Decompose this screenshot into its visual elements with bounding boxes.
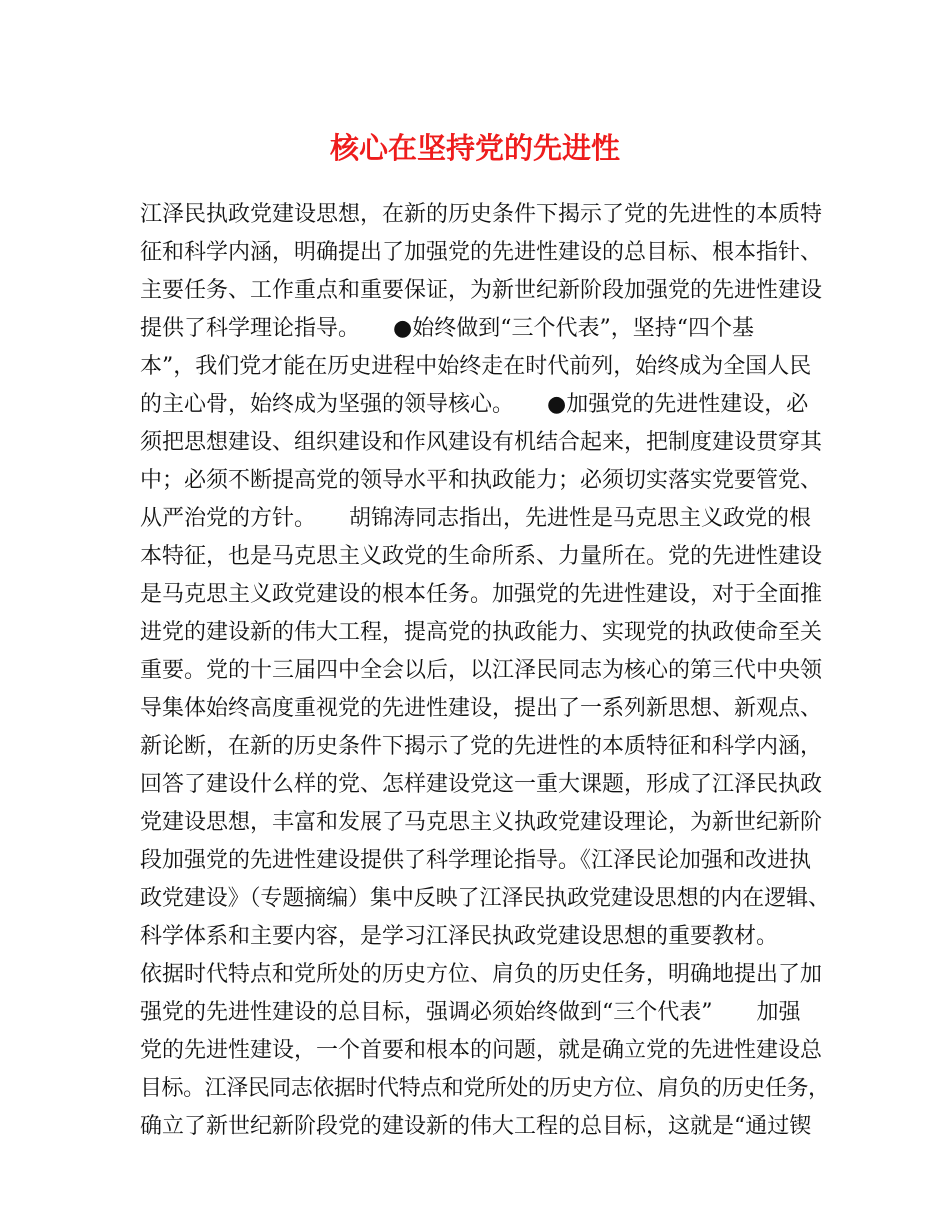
body-text-line: 本特征，也是马克思主义政党的生命所系、力量所在。党的先进性建设	[140, 544, 823, 569]
body-text-line: 提供了科学理论指导。 ●始终做到“三个代表”，坚持“四个基	[140, 316, 754, 341]
body-text-line: 是马克思主义政党建设的根本任务。加强党的先进性建设，对于全面推	[140, 582, 823, 607]
document-title: 核心在坚持党的先进性	[329, 131, 620, 165]
body-text-line: 江泽民执政党建设思想，在新的历史条件下揭示了党的先进性的本质特	[140, 202, 823, 227]
body-text-line: 的主心骨，始终成为坚强的领导核心。 ●加强党的先进性建设，必	[140, 392, 809, 417]
body-text-line: 党建设思想，丰富和发展了马克思主义执政党建设理论，为新世纪新阶	[140, 810, 823, 835]
body-text-line: 确立了新世纪新阶段党的建设新的伟大工程的总目标，这就是“通过锲	[140, 1114, 812, 1139]
body-text-line: 本”，我们党才能在历史进程中始终走在时代前列，始终成为全国人民	[140, 354, 812, 379]
body-text-line: 须把思想建设、组织建设和作风建设有机结合起来，把制度建设贯穿其	[140, 430, 823, 455]
body-text-line: 重要。党的十三届四中全会以后，以江泽民同志为核心的第三代中央领	[140, 658, 823, 683]
body-text-line: 中；必须不断提高党的领导水平和执政能力；必须切实落实党要管党、	[140, 468, 823, 493]
body-text-line: 段加强党的先进性建设提供了科学理论指导。《江泽民论加强和改进执	[140, 848, 812, 873]
body-text-line: 新论断，在新的历史条件下揭示了党的先进性的本质特征和科学内涵，	[140, 734, 823, 759]
body-text-line: 回答了建设什么样的党、怎样建设党这一重大课题，形成了江泽民执政	[140, 772, 823, 797]
body-text-line: 政党建设》（专题摘编）集中反映了江泽民执政党建设思想的内在逻辑、	[140, 886, 830, 911]
body-text-line: 党的先进性建设，一个首要和根本的问题，就是确立党的先进性建设总	[140, 1038, 823, 1063]
body-text-line: 导集体始终高度重视党的先进性建设，提出了一系列新思想、新观点、	[140, 696, 823, 721]
body-text-line: 依据时代特点和党所处的历史方位、肩负的历史任务，明确地提出了加	[140, 962, 823, 987]
body-text-line: 主要任务、工作重点和重要保证，为新世纪新阶段加强党的先进性建设	[140, 278, 823, 303]
document-body	[140, 196, 830, 1146]
body-text-line: 从严治党的方针。 胡锦涛同志指出，先进性是马克思主义政党的根	[140, 506, 812, 531]
body-text-line: 科学体系和主要内容，是学习江泽民执政党建设思想的重要教材。	[140, 924, 779, 949]
body-text-line: 强党的先进性建设的总目标，强调必须始终做到“三个代表” 加强	[140, 1000, 801, 1025]
body-text-line: 征和科学内涵，明确提出了加强党的先进性建设的总目标、根本指针、	[140, 240, 823, 265]
body-text-line: 进党的建设新的伟大工程，提高党的执政能力、实现党的执政使命至关	[140, 620, 823, 645]
body-text-line: 目标。江泽民同志依据时代特点和党所处的历史方位、肩负的历史任务，	[140, 1076, 830, 1101]
